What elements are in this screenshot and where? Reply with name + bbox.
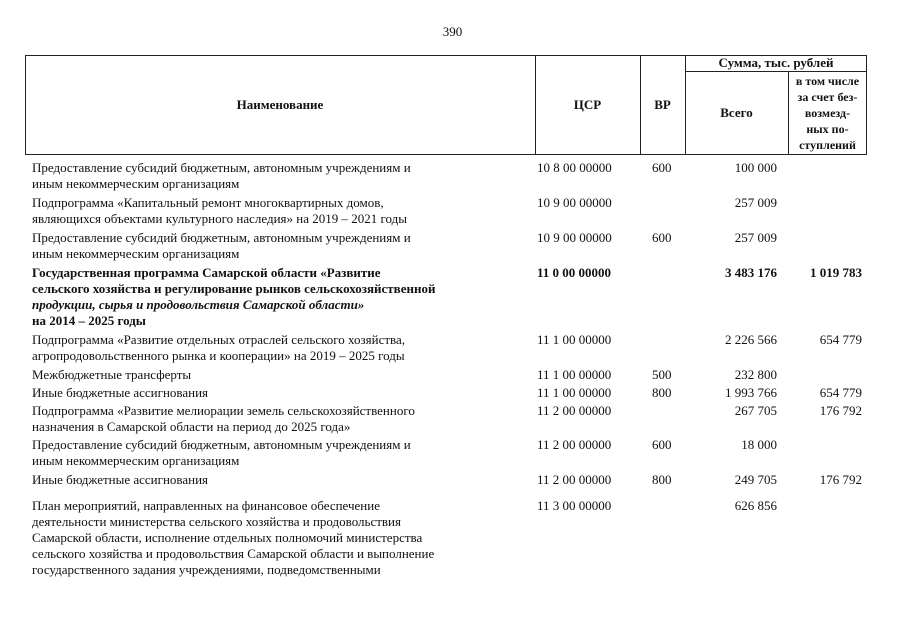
row-total: 257 009 <box>734 230 777 245</box>
row-name-line: Подпрограмма «Развитие отдельных отраслей сельского хозяйства, <box>32 332 406 347</box>
row-total: 232 800 <box>734 367 777 382</box>
header-free <box>788 71 867 155</box>
row-total: 1 993 766 <box>725 385 777 400</box>
row-name <box>32 403 512 435</box>
row-name-line: Государственная программа Самарской области «Развитие <box>32 265 381 280</box>
row-name-line: Подпрограмма «Развитие мелиорации земель сельскохозяйственного <box>32 403 415 418</box>
header-free-line: в том числе <box>795 74 860 88</box>
row-name-line: сельского хозяйства и регулирование рынков сельскохозяйственной <box>32 281 436 296</box>
page-number: 390 <box>442 24 463 39</box>
row-name-line: Предоставление субсидий бюджетным, автономным учреждениям и <box>32 160 411 175</box>
header-free-line: возмезд- <box>804 106 851 120</box>
row-name <box>32 160 512 192</box>
row-name-line: Подпрограмма «Капитальный ремонт многоквартирных домов, <box>32 195 384 210</box>
row-free: 1 019 783 <box>810 265 862 280</box>
row-vr: 600 <box>652 230 672 245</box>
row-csr: 11 2 00 00000 <box>537 437 612 452</box>
row-csr: 11 1 00 00000 <box>537 332 612 347</box>
row-free: 176 792 <box>819 403 862 418</box>
row-name-line: иным некоммерческим организациям <box>32 246 240 261</box>
row-csr: 11 2 00 00000 <box>537 472 612 487</box>
row-total: 3 483 176 <box>725 265 777 280</box>
row-name <box>32 385 512 401</box>
row-csr: 11 2 00 00000 <box>537 403 612 418</box>
row-name-line: назначения в Самарской области на период до 2025 года» <box>32 419 351 434</box>
row-name-line: являющихся объектами культурного наследия» на 2019 – 2021 годы <box>32 211 407 226</box>
row-free: 176 792 <box>819 472 862 487</box>
row-csr: 10 9 00 00000 <box>537 230 612 245</box>
row-name <box>32 367 512 383</box>
row-name-line: Иные бюджетные ассигнования <box>32 472 209 487</box>
row-name-line: Межбюджетные трансферты <box>32 367 192 382</box>
header-vr: ВР <box>654 97 671 112</box>
row-name <box>32 195 512 227</box>
row-name-line: деятельности министерства сельского хозяйства и продовольствия <box>32 514 401 529</box>
row-name-line: Иные бюджетные ассигнования <box>32 385 209 400</box>
row-name <box>32 332 512 364</box>
row-name-line: иным некоммерческим организациям <box>32 453 240 468</box>
row-name-line: продукции, сырья и продовольствия Самарской области» <box>32 297 365 312</box>
row-name-line: Предоставление субсидий бюджетным, автономным учреждениям и <box>32 230 411 245</box>
row-total: 100 000 <box>734 160 777 175</box>
row-total: 249 705 <box>734 472 777 487</box>
header-free-line: за счет без- <box>797 90 858 104</box>
header-free-line: ных по- <box>806 122 849 136</box>
row-name-line: на 2014 – 2025 годы <box>32 313 146 328</box>
row-name-line: сельского хозяйства и продовольствия Самарской области и выполнение <box>32 546 435 561</box>
row-vr: 500 <box>652 367 672 382</box>
row-name <box>32 472 512 488</box>
row-vr: 800 <box>652 385 672 400</box>
row-csr: 11 1 00 00000 <box>537 367 612 382</box>
row-vr: 600 <box>652 160 672 175</box>
row-vr: 800 <box>652 472 672 487</box>
row-total: 267 705 <box>734 403 777 418</box>
header-sum: Сумма, тыс. рублей <box>718 55 834 70</box>
row-name-line: Самарской области, исполнение отдельных полномочий министерства <box>32 530 423 545</box>
row-free: 654 779 <box>819 385 862 400</box>
header-csr: ЦСР <box>573 97 602 112</box>
row-name <box>32 437 512 469</box>
row-vr: 600 <box>652 437 672 452</box>
header-name: Наименование <box>236 97 324 112</box>
row-csr: 10 9 00 00000 <box>537 195 612 210</box>
row-total: 257 009 <box>734 195 777 210</box>
row-name-line: государственного задания учреждениями, подведомственными <box>32 562 381 577</box>
row-name-line: Предоставление субсидий бюджетным, автономным учреждениям и <box>32 437 411 452</box>
row-total: 626 856 <box>734 498 777 513</box>
row-csr: 10 8 00 00000 <box>537 160 612 175</box>
row-name <box>32 498 512 578</box>
row-csr: 11 3 00 00000 <box>537 498 612 513</box>
row-total: 2 226 566 <box>725 332 777 347</box>
row-name-line: агропродовольственного рынка и кооперации» на 2019 – 2025 годы <box>32 348 405 363</box>
row-free: 654 779 <box>819 332 862 347</box>
table-header <box>25 55 867 155</box>
row-total: 18 000 <box>741 437 777 452</box>
row-name <box>32 265 512 329</box>
row-name-line: План мероприятий, направленных на финансовое обеспечение <box>32 498 380 513</box>
header-total: Всего <box>720 105 753 120</box>
row-name <box>32 230 512 262</box>
row-name-line: иным некоммерческим организациям <box>32 176 240 191</box>
row-csr: 11 1 00 00000 <box>537 385 612 400</box>
header-free-line: ступлений <box>799 138 856 152</box>
row-csr: 11 0 00 00000 <box>537 265 612 280</box>
